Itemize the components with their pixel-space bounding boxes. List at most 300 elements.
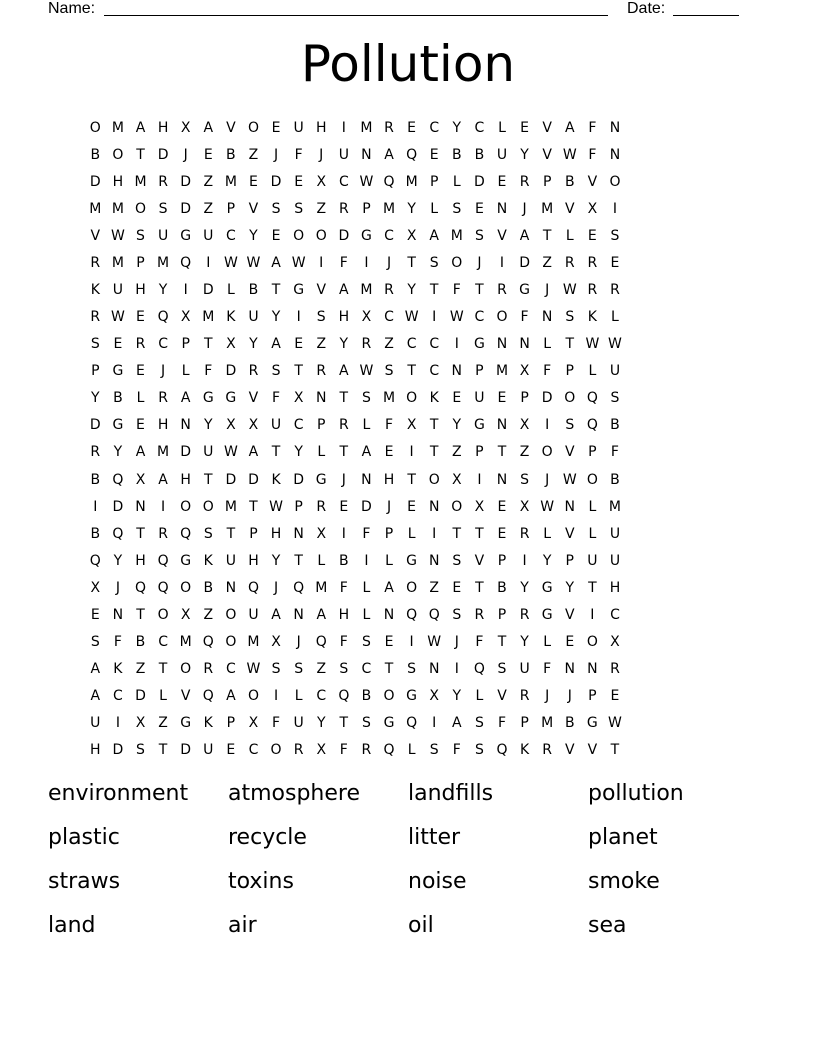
grid-letter: D	[225, 471, 237, 488]
grid-letter: Y	[407, 282, 416, 298]
grid-letter: A	[519, 227, 530, 244]
grid-row	[84, 439, 626, 466]
grid-letter: U	[609, 525, 621, 542]
grid-letter: W	[540, 498, 555, 515]
grid-letter: Y	[452, 417, 462, 434]
grid-letter: G	[541, 579, 553, 596]
grid-letter: Y	[520, 634, 529, 651]
grid-letter: R	[610, 661, 620, 678]
grid-letter: H	[270, 525, 282, 542]
grid-letter: B	[497, 579, 507, 596]
grid-letter: P	[136, 254, 145, 271]
grid-letter: C	[610, 606, 620, 623]
grid-letter: A	[452, 715, 462, 732]
grid-letter: T	[497, 444, 507, 461]
grid-letter: H	[338, 606, 350, 623]
grid-letter: A	[180, 390, 191, 407]
grid-letter: R	[158, 390, 168, 407]
grid-letter: S	[610, 390, 620, 407]
grid-letter: I	[477, 471, 482, 488]
grid-letter: L	[430, 200, 439, 217]
grid-letter: Z	[135, 661, 146, 678]
grid-letter: Y	[249, 336, 258, 353]
grid-letter: T	[249, 498, 258, 515]
grid-letter: U	[609, 363, 621, 380]
grid-letter: L	[362, 417, 371, 434]
grid-letter: M	[608, 498, 621, 515]
grid-letter: G	[406, 688, 418, 705]
grid-letter: D	[202, 282, 214, 298]
grid-letter: N	[451, 363, 463, 380]
grid-letter: O	[541, 444, 553, 461]
grid-letter: C	[248, 742, 259, 759]
grid-letter: N	[496, 471, 508, 488]
date-field-line[interactable]	[673, 15, 739, 16]
grid-letter: T	[203, 336, 213, 353]
grid-letter: B	[226, 146, 236, 163]
grid-letter: V	[564, 525, 575, 542]
grid-row	[84, 547, 626, 574]
grid-letter: I	[115, 715, 120, 732]
grid-letter: H	[135, 552, 146, 569]
grid-letter: X	[135, 471, 146, 488]
grid-letter: O	[112, 146, 124, 163]
grid-letter: Z	[452, 444, 462, 461]
grid-letter: G	[180, 715, 192, 732]
grid-letter: H	[157, 417, 169, 434]
grid-letter: O	[383, 688, 395, 705]
grid-letter: Q	[586, 417, 598, 434]
grid-letter: H	[180, 471, 191, 488]
grid-letter: V	[90, 227, 101, 244]
grid-letter: H	[609, 579, 621, 596]
grid-letter: E	[497, 525, 507, 542]
grid-letter: Y	[249, 227, 258, 244]
word-list-item: straws	[48, 869, 121, 894]
grid-letter: I	[341, 119, 346, 136]
grid-letter: B	[113, 390, 123, 407]
grid-letter: X	[90, 579, 101, 596]
grid-letter: I	[364, 254, 369, 271]
grid-letter: R	[542, 742, 553, 759]
word-list-item: land	[48, 913, 96, 938]
grid-letter: S	[90, 336, 100, 353]
grid-letter: F	[475, 634, 484, 651]
grid-letter: E	[407, 119, 417, 136]
grid-letter: U	[203, 444, 214, 461]
header	[48, 0, 748, 20]
grid-letter: S	[339, 661, 349, 678]
word-list-item: environment	[48, 781, 189, 806]
grid-letter: E	[90, 606, 100, 623]
word-list	[48, 780, 768, 939]
grid-letter: G	[473, 417, 485, 434]
grid-letter: S	[565, 417, 575, 434]
grid-letter: T	[407, 363, 416, 380]
grid-letter: Q	[293, 579, 305, 596]
grid-letter: B	[135, 634, 146, 651]
grid-letter: X	[316, 525, 327, 542]
grid-letter: U	[112, 282, 124, 298]
grid-letter: R	[293, 742, 304, 759]
grid-letter: I	[409, 444, 414, 461]
grid-letter: Y	[452, 119, 462, 136]
grid-letter: R	[497, 282, 507, 298]
grid-letter: A	[339, 363, 349, 380]
grid-letter: O	[180, 661, 192, 678]
grid-letter: S	[294, 661, 304, 678]
grid-letter: Q	[315, 634, 327, 651]
grid-letter: K	[203, 715, 213, 732]
grid-letter: L	[226, 282, 235, 298]
grid-letter: A	[271, 254, 281, 271]
grid-letter: X	[248, 417, 259, 434]
grid-letter: D	[519, 254, 530, 271]
word-list-item: litter	[408, 825, 461, 850]
grid-letter: S	[136, 227, 145, 244]
grid-letter: O	[406, 579, 418, 596]
grid-letter: O	[157, 606, 169, 623]
grid-letter: O	[225, 634, 237, 651]
grid-letter: T	[158, 742, 168, 759]
grid-letter: V	[497, 227, 507, 244]
grid-letter: B	[610, 471, 620, 488]
grid-letter: Y	[113, 552, 123, 569]
name-label: Name:	[48, 0, 96, 17]
grid-letter: P	[565, 552, 574, 569]
grid-letter: U	[270, 417, 282, 434]
grid-letter: N	[315, 390, 327, 407]
grid-letter: T	[452, 525, 462, 542]
grid-letter: J	[545, 282, 550, 298]
grid-letter: N	[428, 552, 440, 569]
grid-letter: E	[565, 634, 575, 651]
grid-row	[84, 656, 626, 683]
grid-letter: U	[248, 309, 259, 326]
grid-letter: W	[291, 254, 306, 271]
grid-letter: A	[90, 661, 101, 678]
grid-letter: N	[293, 525, 304, 542]
grid-letter: D	[89, 173, 101, 190]
grid-letter: J	[161, 363, 166, 380]
grid-letter: R	[587, 282, 598, 298]
grid-letter: Y	[565, 579, 575, 596]
grid-letter: M	[315, 579, 328, 596]
grid-letter: T	[475, 525, 484, 542]
grid-letter: P	[565, 363, 574, 380]
page-title: Pollution	[300, 35, 516, 93]
grid-letter: F	[543, 363, 552, 380]
grid-letter: V	[248, 390, 259, 407]
grid-letter: Q	[134, 579, 146, 596]
grid-letter: M	[224, 498, 237, 515]
grid-row	[84, 628, 626, 655]
grid-letter: S	[429, 742, 439, 759]
grid-letter: U	[496, 146, 508, 163]
grid-letter: D	[157, 146, 169, 163]
grid-letter: E	[113, 336, 123, 353]
grid-letter: F	[272, 715, 281, 732]
grid-letter: L	[588, 525, 597, 542]
grid-letter: C	[406, 336, 417, 353]
grid-letter: W	[562, 282, 577, 298]
grid-letter: V	[497, 688, 507, 705]
grid-letter: D	[338, 227, 350, 244]
grid-letter: U	[157, 227, 169, 244]
grid-letter: X	[135, 715, 146, 732]
grid-letter: W	[269, 498, 283, 515]
grid-letter: G	[180, 227, 192, 244]
grid-letter: D	[180, 742, 192, 759]
grid-letter: S	[271, 200, 281, 217]
grid-letter: E	[610, 254, 620, 271]
grid-letter: I	[341, 525, 346, 542]
grid-row	[84, 385, 626, 412]
grid-letter: P	[429, 173, 439, 190]
grid-letter: Z	[519, 444, 530, 461]
grid-letter: D	[112, 498, 124, 515]
grid-letter: P	[362, 200, 371, 217]
grid-letter: U	[338, 146, 349, 163]
grid-letter: A	[135, 444, 146, 461]
grid-letter: X	[519, 363, 530, 380]
grid-letter: W	[223, 254, 238, 271]
grid-letter: T	[294, 363, 303, 380]
grid-letter: Q	[157, 309, 169, 326]
grid-letter: T	[271, 444, 281, 461]
grid-letter: N	[609, 119, 621, 136]
grid-letter: F	[520, 309, 529, 326]
grid-row	[84, 276, 626, 303]
grid-letter: Y	[520, 579, 529, 596]
grid-letter: T	[497, 634, 507, 651]
grid-letter: B	[564, 715, 575, 732]
grid-letter: R	[90, 444, 101, 461]
grid-letter: T	[339, 715, 349, 732]
grid-letter: T	[226, 525, 236, 542]
grid-letter: O	[180, 498, 192, 515]
grid-row	[84, 304, 626, 331]
grid-letter: J	[319, 146, 324, 163]
grid-letter: R	[474, 606, 485, 623]
grid-letter: H	[338, 309, 350, 326]
grid-letter: I	[432, 309, 437, 326]
grid-letter: L	[498, 119, 506, 136]
grid-letter: S	[565, 309, 575, 326]
grid-letter: I	[612, 200, 618, 217]
grid-letter: R	[135, 336, 146, 353]
grid-letter: Q	[112, 525, 124, 542]
grid-letter: W	[359, 363, 374, 380]
grid-letter: M	[450, 227, 463, 244]
grid-letter: V	[248, 200, 259, 217]
grid-letter: L	[543, 525, 552, 542]
grid-letter: Y	[91, 390, 100, 407]
grid-letter: T	[475, 282, 484, 298]
grid-letter: O	[293, 227, 305, 244]
grid-letter: A	[361, 444, 372, 461]
grid-letter: L	[543, 336, 552, 353]
grid-letter: O	[270, 742, 282, 759]
grid-letter: Q	[473, 661, 485, 678]
grid-letter: F	[452, 282, 461, 298]
grid-letter: L	[385, 552, 393, 569]
grid-letter: M	[111, 254, 124, 271]
word-list-item: sea	[588, 913, 627, 938]
grid-letter: U	[225, 552, 236, 569]
grid-letter: W	[110, 309, 125, 326]
grid-letter: C	[361, 661, 372, 678]
grid-letter: E	[136, 309, 145, 326]
grid-letter: R	[248, 363, 259, 380]
grid-letter: K	[587, 309, 597, 326]
grid-letter: G	[202, 390, 214, 407]
grid-letter: A	[135, 119, 146, 136]
grid-letter: R	[519, 173, 530, 190]
grid-letter: P	[226, 715, 236, 732]
name-field-line[interactable]	[104, 15, 608, 16]
grid-letter: O	[247, 119, 259, 136]
grid-letter: N	[587, 661, 598, 678]
grid-letter: Q	[383, 173, 395, 190]
grid-letter: P	[226, 200, 236, 217]
grid-row	[84, 412, 626, 439]
grid-letter: C	[429, 336, 440, 353]
grid-letter: W	[246, 661, 261, 678]
grid-letter: X	[361, 309, 372, 326]
grid-letter: E	[610, 688, 620, 705]
grid-letter: R	[384, 282, 394, 298]
grid-letter: U	[90, 715, 101, 732]
grid-letter: T	[588, 579, 597, 596]
grid-letter: W	[246, 254, 261, 271]
grid-letter: L	[136, 390, 145, 407]
grid-letter: L	[452, 173, 461, 190]
grid-letter: R	[519, 688, 530, 705]
word-list-item: atmosphere	[228, 781, 360, 806]
grid-letter: O	[451, 254, 463, 271]
grid-letter: S	[294, 200, 304, 217]
grid-letter: D	[135, 688, 146, 705]
grid-letter: H	[157, 119, 169, 136]
grid-letter: D	[474, 173, 485, 190]
grid-letter: E	[520, 119, 529, 136]
grid-letter: O	[496, 309, 508, 326]
grid-letter: I	[409, 634, 414, 651]
grid-letter: V	[564, 444, 575, 461]
grid-letter: F	[272, 390, 281, 407]
grid-letter: D	[248, 471, 259, 488]
grid-letter: V	[587, 173, 598, 190]
grid-letter: S	[452, 606, 462, 623]
grid-letter: N	[112, 606, 124, 623]
grid-row	[84, 331, 626, 358]
grid-letter: P	[542, 173, 552, 190]
grid-letter: L	[543, 634, 552, 651]
grid-letter: S	[271, 363, 281, 380]
grid-letter: T	[203, 471, 213, 488]
grid-letter: Q	[157, 552, 169, 569]
grid-letter: A	[339, 282, 349, 298]
grid-letter: E	[474, 200, 484, 217]
grid-letter: O	[406, 390, 418, 407]
grid-letter: E	[429, 146, 439, 163]
grid-letter: L	[475, 688, 484, 705]
grid-letter: A	[429, 227, 439, 244]
grid-letter: G	[293, 282, 305, 298]
grid-letter: Y	[316, 715, 326, 732]
grid-letter: D	[541, 390, 553, 407]
grid-letter: S	[429, 254, 439, 271]
grid-letter: M	[224, 173, 237, 190]
grid-letter: U	[248, 606, 259, 623]
grid-letter: X	[474, 498, 485, 515]
grid-letter: E	[497, 498, 507, 515]
grid-letter: V	[316, 282, 327, 298]
grid-letter: M	[541, 200, 554, 217]
grid-letter: E	[497, 390, 507, 407]
grid-letter: M	[247, 634, 260, 651]
grid-row	[84, 710, 626, 737]
grid-letter: X	[452, 471, 462, 488]
grid-letter: B	[90, 525, 101, 542]
grid-letter: X	[248, 715, 259, 732]
grid-letter: H	[248, 552, 259, 569]
grid-letter: T	[407, 471, 416, 488]
grid-row	[84, 114, 626, 141]
grid-letter: G	[315, 471, 327, 488]
grid-letter: K	[519, 742, 530, 759]
grid-letter: V	[587, 742, 598, 759]
grid-letter: U	[519, 661, 530, 678]
grid-letter: R	[610, 282, 620, 298]
word-list-item: recycle	[228, 825, 307, 850]
grid-letter: J	[454, 634, 459, 651]
grid-letter: X	[587, 200, 598, 217]
grid-letter: R	[90, 309, 101, 326]
grid-letter: M	[541, 715, 554, 732]
grid-letter: X	[316, 742, 327, 759]
grid-letter: Y	[203, 417, 213, 434]
grid-letter: F	[339, 579, 348, 596]
grid-letter: B	[339, 552, 349, 569]
grid-letter: S	[497, 661, 507, 678]
grid-letter: C	[113, 688, 123, 705]
grid-letter: V	[226, 119, 236, 136]
grid-letter: F	[362, 525, 371, 542]
grid-letter: N	[541, 309, 553, 326]
grid-letter: R	[338, 417, 349, 434]
grid-letter: T	[136, 525, 145, 542]
grid-letter: A	[158, 471, 168, 488]
grid-letter: P	[249, 525, 258, 542]
grid-row	[84, 195, 626, 222]
grid-letter: N	[428, 661, 440, 678]
grid-letter: V	[180, 688, 191, 705]
grid-letter: Q	[383, 742, 395, 759]
grid-letter: S	[158, 200, 168, 217]
grid-letter: I	[161, 498, 166, 515]
grid-letter: N	[496, 417, 508, 434]
grid-letter: F	[543, 661, 552, 678]
grid-letter: C	[429, 363, 440, 380]
grid-letter: O	[586, 471, 598, 488]
grid-letter: T	[136, 146, 145, 163]
grid-letter: C	[474, 119, 485, 136]
grid-letter: H	[90, 742, 101, 759]
grid-letter: P	[497, 552, 507, 569]
grid-letter: Q	[406, 146, 418, 163]
